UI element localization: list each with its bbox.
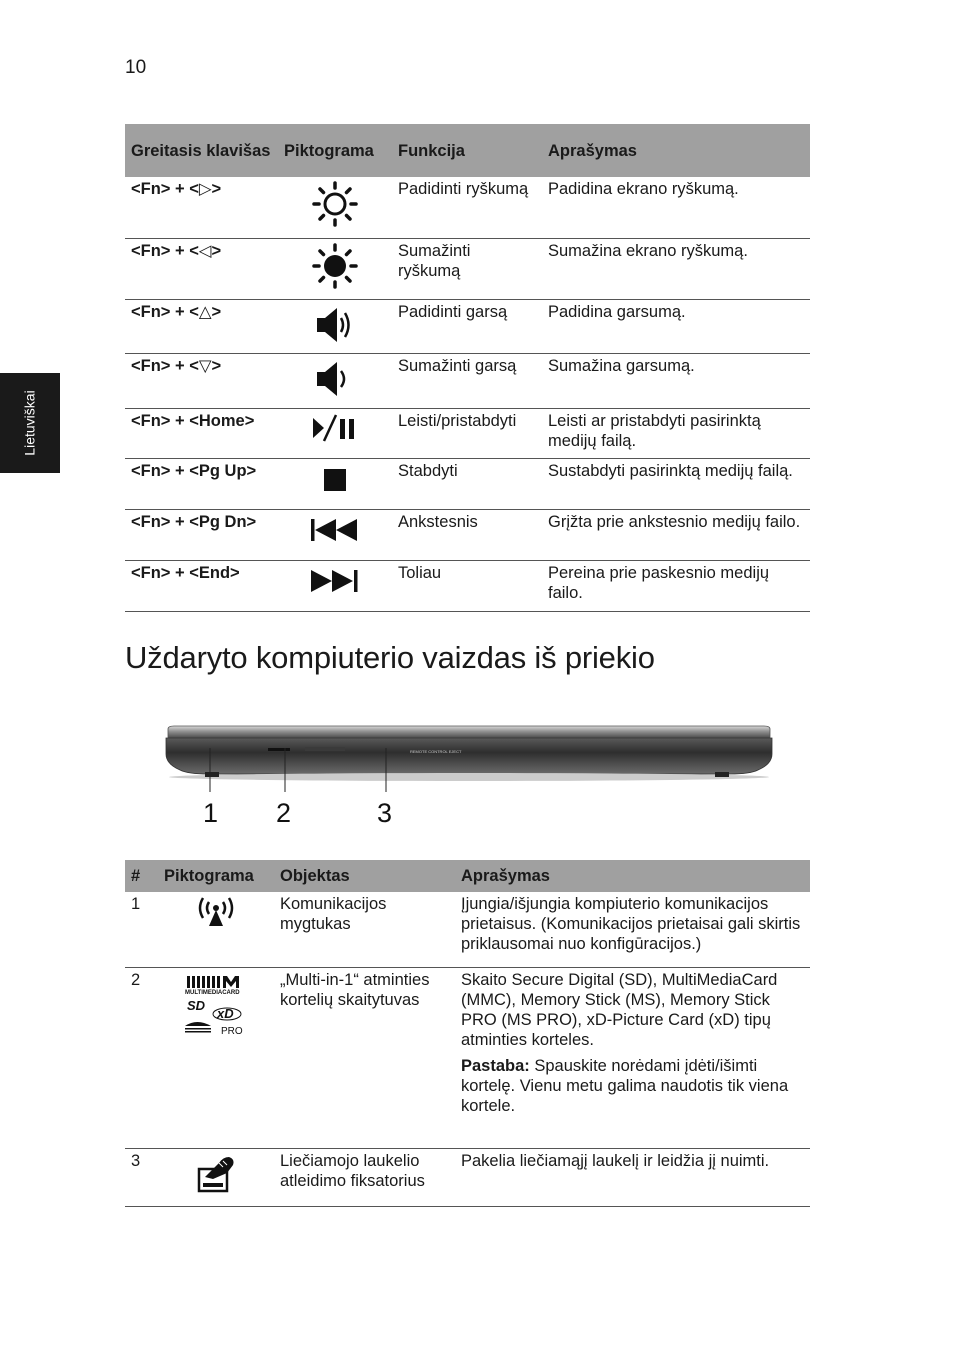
header-function: Funkcija (392, 124, 542, 177)
side-tab-label: Lietuviškai (22, 390, 38, 456)
header-icon: Piktograma (158, 860, 274, 892)
function-cell: Padidinti garsą (392, 299, 542, 353)
function-cell: Ankstesnis (392, 509, 542, 560)
function-cell: Toliau (392, 560, 542, 611)
description-cell: Leisti ar pristabdyti pasirinktą medijų failą. (542, 408, 810, 458)
object-cell: Liečiamojo laukelio atleidimo fiksatorius (274, 1148, 455, 1206)
description-cell: Sustabdyti pasirinktą medijų failą. (542, 458, 810, 509)
volume-down-icon (313, 358, 357, 400)
volume-up-icon (313, 304, 357, 346)
card-reader-description: Skaito Secure Digital (SD), MultiMediaCard (MMC), Memory Stick (MS), Memory Stick PRO (MS PRO), xD-Picture Card (xD) tipų atminties korteles. (461, 970, 778, 1049)
hotkey-cell: <Fn> + <Pg Dn> (125, 509, 278, 560)
description-cell: Pakelia liečiamąjį laukelį ir leidžia jį nuimti. (455, 1148, 810, 1206)
hotkey-cell: <Fn> + <Home> (125, 408, 278, 458)
front-view-table (125, 860, 810, 1207)
table-row (125, 509, 810, 560)
touchpad-release-icon (193, 1153, 239, 1195)
hotkey-cell: <Fn> + <▷> (125, 177, 278, 238)
description-cell: Padidina garsumą. (542, 299, 810, 353)
table-row (125, 560, 810, 611)
number-cell: 1 (125, 892, 158, 967)
note-label: Pastaba: (461, 1056, 530, 1075)
laptop-lid (168, 726, 770, 738)
function-cell: Sumažinti garsą (392, 353, 542, 408)
pro-logo-text: PRO (221, 1025, 243, 1037)
callout-1: 1 (203, 798, 219, 828)
description-cell: Grįžta prie ankstesnio medijų failo. (542, 509, 810, 560)
brightness-up-icon (311, 181, 359, 227)
card-slot (268, 748, 290, 751)
header-number: # (125, 860, 158, 892)
hotkeys-table (125, 124, 810, 612)
hotkey-cell: <Fn> + <◁> (125, 238, 278, 299)
description-cell: Sumažina ekrano ryškumą. (542, 238, 810, 299)
header-description: Aprašymas (455, 860, 810, 892)
brightness-down-icon (311, 243, 359, 289)
language-side-tab (0, 373, 60, 473)
table-row (125, 458, 810, 509)
table-row (125, 1148, 810, 1206)
hotkeys-header-row (125, 124, 810, 177)
laptop-base (166, 738, 772, 774)
function-cell: Padidinti ryškumą (392, 177, 542, 238)
object-cell: Komunikacijos mygtukas (274, 892, 455, 967)
front-header-row (125, 860, 810, 892)
table-row (125, 353, 810, 408)
play-pause-icon (310, 413, 360, 443)
sd-logo-text: SD (187, 997, 206, 1013)
function-cell: Leisti/pristabdyti (392, 408, 542, 458)
header-object: Objektas (274, 860, 455, 892)
table-row (125, 299, 810, 353)
number-cell: 2 (125, 967, 158, 1148)
callout-3: 3 (377, 798, 393, 828)
note-text: Spauskite norėdami įdėti/išimti kortelę. Vienu metu galima naudotis tik viena kortele. (461, 1056, 789, 1115)
wireless-icon (195, 896, 237, 928)
object-cell: „Multi-in-1“ atminties kortelių skaitytuvas (274, 967, 455, 1148)
laptop-port-labels: REMOTE CONTROL EJECT (410, 749, 462, 754)
function-cell: Stabdyti (392, 458, 542, 509)
next-icon (308, 565, 362, 595)
card-reader-icon (181, 972, 251, 1038)
page-number: 10 (125, 57, 147, 78)
card-reader-note (461, 1056, 804, 1116)
hotkey-cell: <Fn> + <Pg Up> (125, 458, 278, 509)
description-cell (455, 967, 810, 1148)
number-cell: 3 (125, 1148, 158, 1206)
callout-2: 2 (276, 798, 292, 828)
table-row (125, 177, 810, 238)
header-description: Aprašymas (542, 124, 810, 177)
hotkey-cell: <Fn> + <△> (125, 299, 278, 353)
table-row (125, 408, 810, 458)
mmc-logo-text: MULTIMEDIACARD (185, 989, 240, 996)
hotkey-cell: <Fn> + <End> (125, 560, 278, 611)
header-hotkey: Greitasis klavišas (125, 124, 278, 177)
laptop-front-view (160, 720, 780, 840)
description-cell: Pereina prie paskesnio medijų failo. (542, 560, 810, 611)
xd-logo-text: xD (217, 1005, 234, 1021)
table-row (125, 238, 810, 299)
stop-icon (320, 463, 350, 493)
function-cell: Sumažinti ryškumą (392, 238, 542, 299)
table-row (125, 892, 810, 967)
hotkey-cell: <Fn> + <▽> (125, 353, 278, 408)
previous-icon (308, 514, 362, 544)
description-cell: Įjungia/išjungia kompiuterio komunikacijos prietaisus. (Komunikacijos prietaisai gali skirtis priklausomai nuo konfigūracijos.) (455, 892, 810, 967)
table-row (125, 967, 810, 1148)
description-cell: Sumažina garsumą. (542, 353, 810, 408)
header-icon: Piktograma (278, 124, 392, 177)
section-title: Uždaryto kompiuterio vaizdas iš priekio (125, 640, 655, 675)
description-cell: Padidina ekrano ryškumą. (542, 177, 810, 238)
